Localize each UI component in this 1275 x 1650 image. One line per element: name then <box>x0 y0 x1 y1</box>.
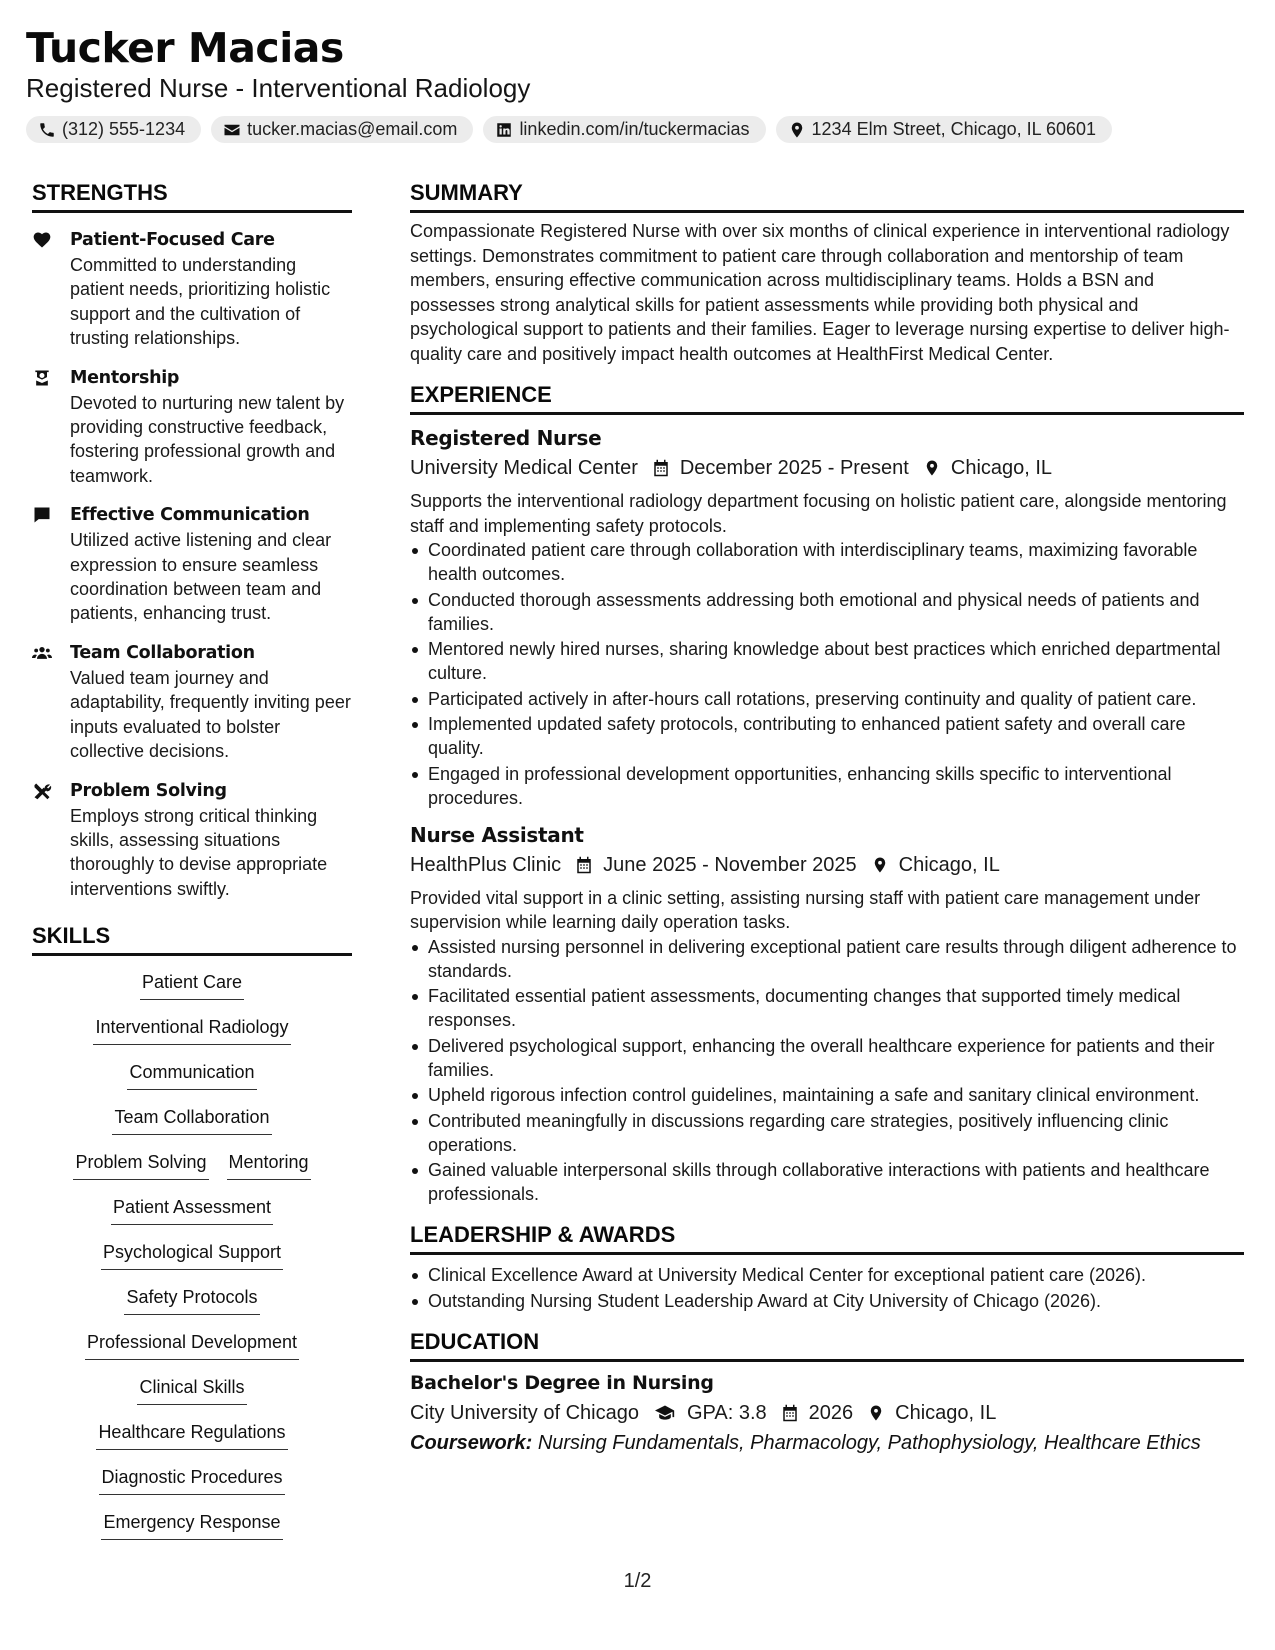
skill-tag: Diagnostic Procedures <box>99 1465 284 1495</box>
strength-desc: Utilized active listening and clear expression to ensure seamless coordination between team and patients, enhancing trust. <box>70 530 332 624</box>
map-pin-icon <box>871 855 889 875</box>
job-bullets <box>410 935 1244 1207</box>
job-dates: December 2025 - Present <box>679 457 909 479</box>
bullet-item: Contributed meaningfully in discussions regarding care strategies, positively influencing clinic operations. <box>410 1109 1244 1157</box>
skill-tag: Patient Assessment <box>111 1195 273 1225</box>
skill-tag: Safety Protocols <box>124 1285 259 1315</box>
bullet-item: Mentored newly hired nurses, sharing knowledge about best practices which enriched departmental culture. <box>410 637 1244 685</box>
leadership-heading: LEADERSHIP & AWARDS <box>410 1220 1244 1255</box>
users-icon <box>32 643 52 663</box>
job-description: Supports the interventional radiology department focusing on holistic patient care, alongside mentoring staff and implementing safety protocols. <box>410 491 1227 536</box>
strength-item <box>32 365 352 489</box>
job-dates: June 2025 - November 2025 <box>603 853 857 876</box>
experience-heading: EXPERIENCE <box>410 380 1244 415</box>
skill-tag: Interventional Radiology <box>93 1015 290 1045</box>
contact-address <box>776 116 1113 143</box>
job-org: HealthPlus Clinic <box>410 853 562 876</box>
strength-item <box>32 640 352 764</box>
bullet-item: Assisted nursing personnel in delivering exceptional patient care results through diligent adherence to standards. <box>410 935 1244 983</box>
calendar-icon <box>781 1403 799 1423</box>
leadership-list <box>410 1263 1244 1313</box>
skill-tag: Clinical Skills <box>137 1375 246 1405</box>
map-pin-icon <box>867 1403 885 1423</box>
job-entry <box>410 820 1244 1207</box>
skill-tag: Team Collaboration <box>112 1105 271 1135</box>
contact-linkedin-text: linkedin.com/in/tuckermacias <box>519 119 750 139</box>
page-indicator: 1/2 <box>623 1570 652 1592</box>
education-school: City University of Chicago <box>410 1401 639 1424</box>
strength-desc: Valued team journey and adaptability, frequently inviting peer inputs evaluated to bolster collective decisions. <box>70 667 351 762</box>
job-bullets <box>410 538 1244 810</box>
contact-linkedin[interactable] <box>483 116 765 143</box>
skills-heading: SKILLS <box>32 921 352 956</box>
job-location: Chicago, IL <box>898 853 1000 876</box>
phone-icon <box>38 121 56 139</box>
graduation-cap-icon <box>653 1403 677 1423</box>
contact-email-text: tucker.macias@email.com <box>247 119 458 139</box>
map-pin-icon <box>788 121 806 139</box>
left-column <box>32 178 352 1555</box>
contact-address-text: 1234 Elm Street, Chicago, IL 60601 <box>811 119 1097 139</box>
skill-tag: Emergency Response <box>101 1510 282 1540</box>
mentor-icon <box>32 368 52 388</box>
strength-item <box>32 502 352 626</box>
bullet-item: Upheld rigorous infection control guidelines, maintaining a safe and sanitary clinical environment. <box>410 1083 1244 1107</box>
summary-text: Compassionate Registered Nurse with over six months of clinical experience in interventional radiology settings. Demonstrates commitment to patient care through collaboration and mentorship of team members, ensuring effective communication across multidisciplinary teams. Holds a BSN and possesses strong analytical skills for patient assessments while providing both physical and psychological support to patients and their families. Eager to leverage nursing expertise to deliver high-quality care and positively impact health outcomes at HealthFirst Medical Center. <box>410 221 1230 364</box>
resume-header <box>26 22 1246 143</box>
strengths-heading: STRENGTHS <box>32 178 352 213</box>
job-meta <box>410 850 1244 880</box>
bullet-item: Implemented updated safety protocols, contributing to enhanced patient safety and overall care quality. <box>410 712 1244 760</box>
bullet-item: Conducted thorough assessments addressing both emotional and physical needs of patients and families. <box>410 588 1244 636</box>
education-meta <box>410 1398 1244 1428</box>
strength-title: Mentorship <box>70 367 180 388</box>
award-item: Outstanding Nursing Student Leadership Award at City University of Chicago (2026). <box>410 1289 1244 1313</box>
education-gpa: GPA: 3.8 <box>686 1401 767 1424</box>
education-heading: EDUCATION <box>410 1327 1244 1362</box>
tools-icon <box>32 781 52 801</box>
award-item: Clinical Excellence Award at University Medical Center for exceptional patient care (2026). <box>410 1263 1244 1287</box>
strength-title: Problem Solving <box>70 780 227 801</box>
skills-list <box>32 970 352 1555</box>
strength-desc: Committed to understanding patient needs, prioritizing holistic support and the cultivation of trusting relationships. <box>70 255 331 349</box>
skill-tag: Problem Solving <box>73 1150 208 1180</box>
map-pin-icon <box>923 458 941 478</box>
candidate-name: Tucker Macias <box>26 24 344 72</box>
skill-tag: Communication <box>127 1060 256 1090</box>
contact-bar <box>26 116 1246 143</box>
strength-title: Team Collaboration <box>70 642 255 663</box>
comment-icon <box>32 505 52 525</box>
skill-tag: Healthcare Regulations <box>96 1420 287 1450</box>
education-location: Chicago, IL <box>895 1401 997 1424</box>
skill-tag: Mentoring <box>227 1150 311 1180</box>
coursework-list: Nursing Fundamentals, Pharmacology, Pathophysiology, Healthcare Ethics <box>537 1431 1201 1454</box>
bullet-item: Gained valuable interpersonal skills through collaborative interactions with patients and healthcare professionals. <box>410 1158 1244 1206</box>
envelope-icon <box>223 121 241 139</box>
strength-desc: Devoted to nurturing new talent by providing constructive feedback, fostering professional growth and teamwork. <box>70 392 345 486</box>
job-meta <box>410 453 1244 483</box>
skill-tag: Professional Development <box>85 1330 299 1360</box>
linkedin-icon <box>495 121 513 139</box>
education-degree: Bachelor's Degree in Nursing <box>410 1371 714 1394</box>
summary-heading: SUMMARY <box>410 178 1244 213</box>
strength-item <box>32 778 352 902</box>
job-description: Provided vital support in a clinic setting, assisting nursing staff with patient care management under supervision while learning daily operation tasks. <box>410 887 1201 932</box>
job-title: Registered Nurse <box>410 426 602 450</box>
strength-desc: Employs strong critical thinking skills, assessing situations thoroughly to devise appropriate interventions swiftly. <box>70 805 328 899</box>
coursework-label: Coursework: <box>410 1431 533 1454</box>
bullet-item: Coordinated patient care through collaboration with interdisciplinary teams, maximizing favorable health outcomes. <box>410 538 1244 586</box>
job-title: Nurse Assistant <box>410 822 584 847</box>
contact-email[interactable] <box>211 116 473 143</box>
bullet-item: Engaged in professional development opportunities, enhancing skills specific to interventional procedures. <box>410 762 1244 810</box>
strength-title: Effective Communication <box>70 505 310 526</box>
skill-tag: Psychological Support <box>101 1240 283 1270</box>
calendar-icon <box>575 855 593 875</box>
bullet-item: Delivered psychological support, enhancing the overall healthcare experience for patients and their families. <box>410 1034 1244 1082</box>
job-org: University Medical Center <box>410 457 638 479</box>
bullet-item: Participated actively in after-hours call rotations, preserving continuity and quality of patient care. <box>410 687 1244 711</box>
strength-item <box>32 227 352 351</box>
contact-phone-text: (312) 555-1234 <box>62 119 186 139</box>
job-location: Chicago, IL <box>950 457 1053 479</box>
education-year: 2026 <box>808 1401 854 1424</box>
heart-icon <box>32 230 52 250</box>
right-column <box>410 178 1244 1458</box>
strength-title: Patient-Focused Care <box>70 230 275 250</box>
skill-tag: Patient Care <box>140 970 244 1000</box>
bullet-item: Facilitated essential patient assessments, documenting changes that supported timely medical responses. <box>410 984 1244 1032</box>
calendar-icon <box>652 458 670 478</box>
contact-phone[interactable] <box>26 116 201 143</box>
candidate-title: Registered Nurse - Interventional Radiology <box>26 73 531 103</box>
job-entry <box>410 423 1244 810</box>
education-coursework <box>410 1428 1244 1458</box>
